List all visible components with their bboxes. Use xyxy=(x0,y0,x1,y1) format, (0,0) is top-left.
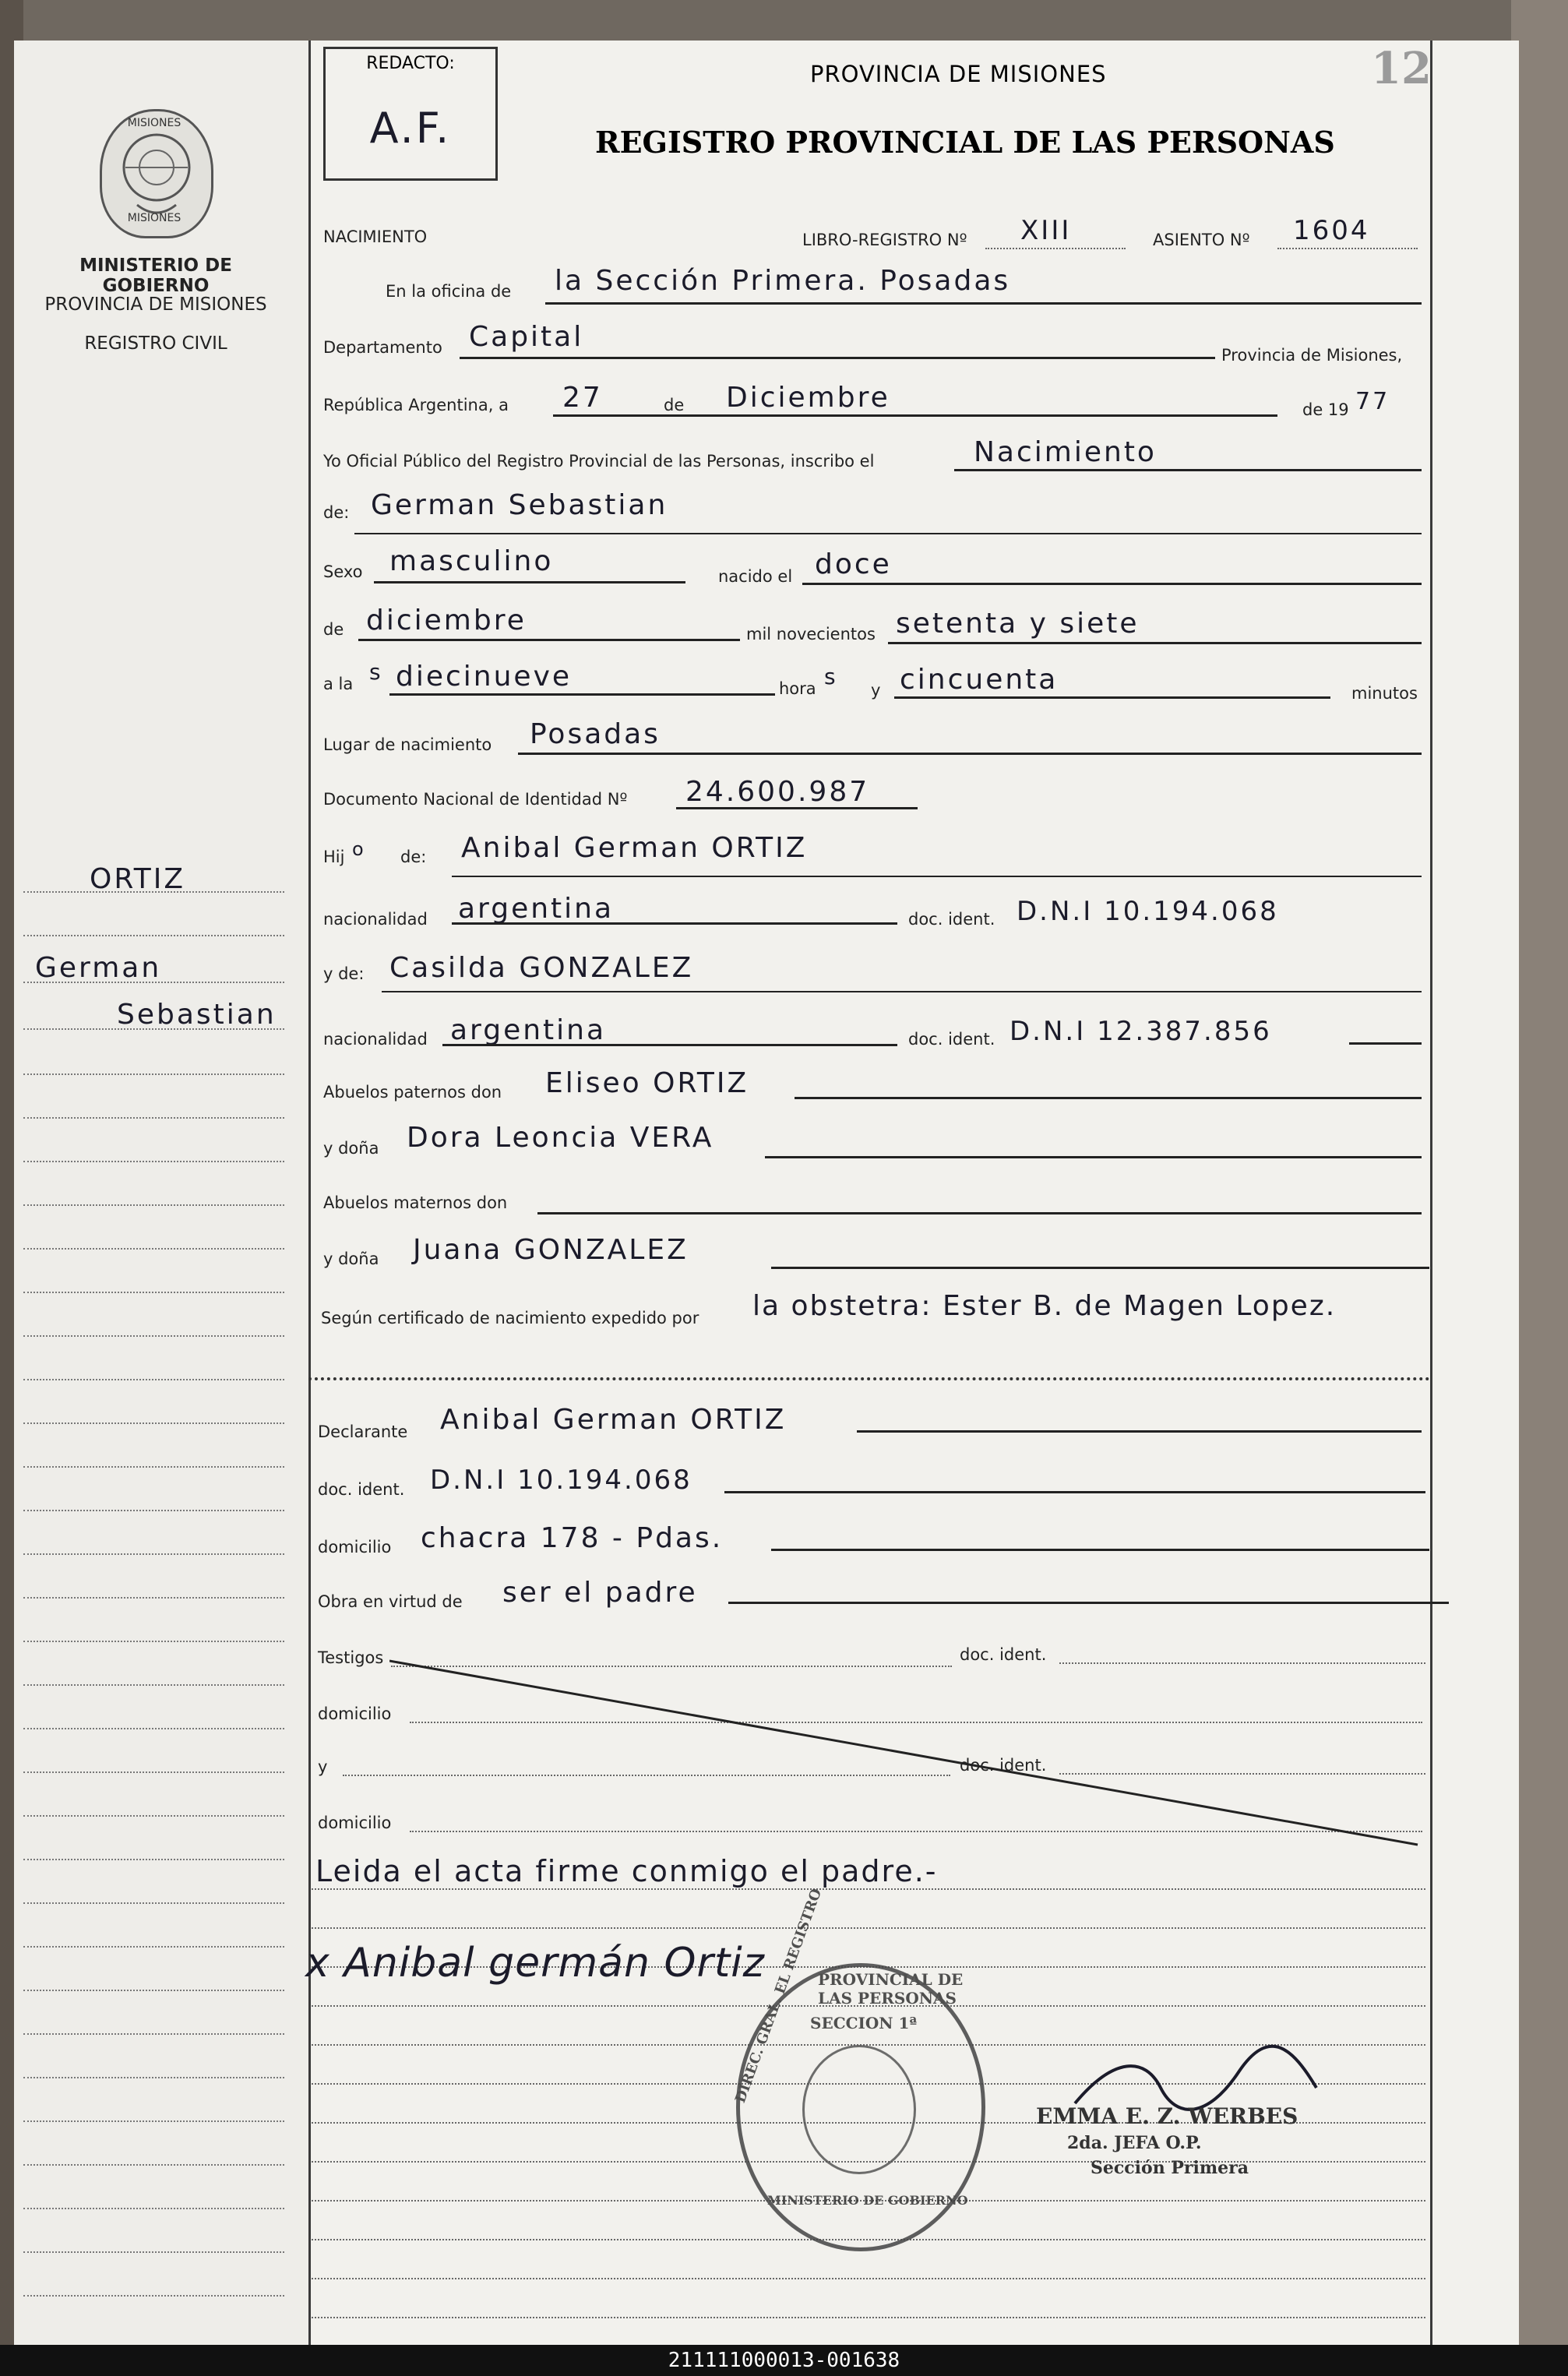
nacimiento-label: NACIMIENTO xyxy=(323,227,428,246)
dni-line xyxy=(676,807,918,809)
stamp-arc-text: PROVINCIAL DE LAS PERSONAS xyxy=(818,1970,964,2008)
month-value: Diciembre xyxy=(726,382,890,414)
provincia-label: Provincia de Misiones, xyxy=(1221,346,1403,365)
margin-line xyxy=(23,1028,284,1030)
abuelo-mat-line xyxy=(537,1212,1422,1214)
docident-label-2: doc. ident. xyxy=(908,1030,995,1049)
leida-value: Leida el acta firme conmigo el padre.- xyxy=(315,1854,938,1888)
margin-line xyxy=(23,1335,284,1337)
hijo-de-label: de: xyxy=(400,848,427,866)
body-line xyxy=(312,1927,1425,1929)
abuela-paterna: Dora Leoncia VERA xyxy=(407,1122,714,1154)
departamento-line xyxy=(460,357,1215,359)
domicilio-value: chacra 178 - Pdas. xyxy=(421,1522,724,1554)
margin-line xyxy=(23,1815,284,1817)
margin-line xyxy=(23,1466,284,1468)
stamp-emblem-icon xyxy=(802,2045,916,2174)
declarante-value: Anibal German ORTIZ xyxy=(440,1404,787,1436)
dia-letras: doce xyxy=(815,548,892,580)
de-label: de xyxy=(664,396,685,414)
abuelos-mat-label: Abuelos maternos don xyxy=(323,1193,508,1212)
domicilio-line xyxy=(771,1549,1429,1551)
minutos-line xyxy=(894,696,1330,699)
obra-line xyxy=(728,1602,1449,1604)
libro-line xyxy=(985,248,1126,249)
domicilio-label-3: domicilio xyxy=(318,1814,392,1832)
mil-label: mil novecientos xyxy=(746,625,876,643)
abuela-mat-line xyxy=(771,1267,1429,1269)
signature-declarante: x Anibal germán Ortiz xyxy=(305,1940,765,1986)
horas-label: hora xyxy=(779,679,816,698)
redacto-box xyxy=(323,47,498,181)
domicilio-label-2: domicilio xyxy=(318,1704,392,1723)
segun-label: Según certificado de nacimiento expedido por xyxy=(321,1309,699,1327)
date-line xyxy=(553,414,1277,417)
acto-line xyxy=(954,469,1422,471)
stamp-ministerio-text: MINISTERIO DE GOBIERNO xyxy=(767,2193,968,2208)
margin-line xyxy=(23,2077,284,2078)
abuelo-pat-line xyxy=(795,1097,1422,1099)
province-title: PROVINCIA DE MISIONES xyxy=(810,61,1107,87)
departamento-value: Capital xyxy=(469,321,584,353)
abuela-materna: Juana GONZALEZ xyxy=(413,1234,689,1266)
margin-line xyxy=(23,1946,284,1948)
ydona-label: y doña xyxy=(323,1139,379,1158)
departamento-label: Departamento xyxy=(323,338,442,357)
abuela-pat-line xyxy=(765,1156,1422,1158)
redacto-label: REDACTO: xyxy=(366,54,455,73)
left-column xyxy=(14,41,308,2345)
hijo-suffix: o xyxy=(352,838,366,860)
y-label: y xyxy=(871,681,881,700)
margin-line xyxy=(23,1204,284,1206)
declarante-line xyxy=(857,1430,1422,1433)
year-label: de 19 xyxy=(1302,400,1349,419)
oficina-line xyxy=(545,302,1422,305)
strike-line xyxy=(389,1658,1433,1853)
libro-label: LIBRO-REGISTRO Nº xyxy=(802,231,967,249)
sidebar-province: PROVINCIA DE MISIONES xyxy=(44,294,267,315)
margin-line xyxy=(23,1684,284,1686)
sexo-label: Sexo xyxy=(323,562,363,581)
margin-line xyxy=(23,1902,284,1904)
margin-line xyxy=(23,2120,284,2122)
sexo-value: masculino xyxy=(389,545,554,577)
padre-doc: D.N.I 10.194.068 xyxy=(1017,896,1279,927)
margin-given-name-2: Sebastian xyxy=(117,999,277,1031)
nacionalidad-label-2: nacionalidad xyxy=(323,1030,428,1049)
lugar-label: Lugar de nacimiento xyxy=(323,735,492,754)
ministry-label: MINISTERIO DE GOBIERNO xyxy=(79,256,232,296)
obra-value: ser el padre xyxy=(502,1577,698,1609)
declarante-label: Declarante xyxy=(318,1422,408,1441)
obra-label: Obra en virtud de xyxy=(318,1592,463,1611)
seal-bottom-label: MISIONES xyxy=(127,212,181,224)
margin-given-name-1: German xyxy=(35,952,162,984)
margin-surname: ORTIZ xyxy=(90,863,185,895)
margin-line xyxy=(23,1728,284,1729)
margin-line xyxy=(23,1597,284,1599)
anio-letras: setenta y siete xyxy=(896,608,1140,640)
day-value: 27 xyxy=(562,382,603,414)
mes-line xyxy=(358,639,740,641)
padre-nac-line xyxy=(452,922,897,925)
margin-line xyxy=(23,1248,284,1250)
testigos-doc-label: doc. ident. xyxy=(960,1645,1047,1664)
margin-line xyxy=(23,1073,284,1075)
asiento-value: 1604 xyxy=(1293,215,1370,246)
madre-line xyxy=(382,991,1422,992)
madre-nac-line xyxy=(442,1044,897,1046)
decl-doc-line xyxy=(724,1491,1425,1493)
official-name: EMMA E. Z. WERBES xyxy=(1036,2103,1298,2129)
redacto-value: A.F. xyxy=(369,104,452,153)
decl-doc-label: doc. ident. xyxy=(318,1480,405,1499)
certificado-value: la obstetra: Ester B. de Magen Lopez. xyxy=(752,1290,1337,1322)
column-divider xyxy=(308,41,311,2345)
margin-line xyxy=(23,1641,284,1642)
margin-line xyxy=(23,2295,284,2297)
sidebar-registry: REGISTRO CIVIL xyxy=(84,333,227,354)
libro-value: XIII xyxy=(1020,215,1072,246)
yde-label: y de: xyxy=(323,964,365,983)
official-stamp xyxy=(732,1886,985,2251)
ala-label: a la xyxy=(323,675,354,693)
margin-line xyxy=(23,935,284,936)
acto-value: Nacimiento xyxy=(974,436,1157,468)
margin-line xyxy=(23,1990,284,1991)
horas-suffix: s xyxy=(824,664,838,689)
oficina-label: En la oficina de xyxy=(386,282,512,301)
oficial-label: Yo Oficial Público del Registro Provincial de las Personas, inscribo el xyxy=(323,452,875,471)
official-title: 2da. JEFA O.P. xyxy=(1067,2133,1202,2153)
margin-line xyxy=(23,1553,284,1555)
declarante-doc: D.N.I 10.194.068 xyxy=(430,1465,692,1496)
nacido-label: nacido el xyxy=(718,567,793,586)
padre-nacionalidad: argentina xyxy=(458,893,615,925)
margin-line xyxy=(23,2208,284,2209)
body-line xyxy=(312,2278,1425,2279)
dni-value: 24.600.987 xyxy=(685,776,870,808)
stamp-seccion-text: SECCION 1ª xyxy=(810,2014,918,2032)
y2-label: y xyxy=(318,1757,328,1776)
margin-line xyxy=(23,2033,284,2035)
margin-line xyxy=(23,1379,284,1380)
dia-line xyxy=(802,583,1422,585)
lugar-value: Posadas xyxy=(530,718,661,750)
year-value: 77 xyxy=(1355,388,1390,415)
hora-value: diecinueve xyxy=(396,661,573,693)
body-line xyxy=(312,1888,1425,1890)
section-separator xyxy=(308,1377,1430,1380)
domicilio-label: domicilio xyxy=(318,1538,392,1556)
testigo2-doc-label: doc. ident. xyxy=(960,1756,1047,1775)
madre-nacionalidad: argentina xyxy=(450,1014,607,1046)
minutos-label: minutos xyxy=(1351,684,1418,703)
republica-label: República Argentina, a xyxy=(323,396,509,414)
docident-label: doc. ident. xyxy=(908,910,995,929)
dni-label: Documento Nacional de Identidad Nº xyxy=(323,790,628,809)
asiento-line xyxy=(1277,248,1418,249)
margin-line xyxy=(23,1161,284,1162)
padre-value: Anibal German ORTIZ xyxy=(461,832,808,864)
oficina-value: la Sección Primera. Posadas xyxy=(555,265,1011,297)
margin-line xyxy=(23,2251,284,2253)
registry-title: REGISTRO PROVINCIAL DE LAS PERSONAS xyxy=(595,125,1335,160)
asiento-label: ASIENTO Nº xyxy=(1153,231,1250,249)
lugar-line xyxy=(518,753,1422,755)
margin-line xyxy=(23,1117,284,1119)
de2-label: de: xyxy=(323,503,350,522)
ydona-label-2: y doña xyxy=(323,1250,379,1268)
official-section: Sección Primera xyxy=(1091,2158,1249,2178)
body-line xyxy=(312,2317,1425,2318)
nombre-line xyxy=(354,533,1422,534)
right-border xyxy=(1430,41,1432,2345)
page-number: 12 xyxy=(1371,43,1432,94)
anio-line xyxy=(888,642,1422,644)
binder-cloth xyxy=(1511,0,1568,2345)
seal-top-label: MISIONES xyxy=(127,117,181,129)
hijo-label: Hij xyxy=(323,848,345,866)
madre-doc-line xyxy=(1349,1042,1422,1045)
padre-line xyxy=(452,876,1422,877)
hora-line xyxy=(389,693,775,696)
margin-line xyxy=(23,1510,284,1511)
de3-label: de xyxy=(323,620,344,639)
stamp-left-text: DIREC. GRAL. EL REGISTRO xyxy=(732,1886,826,2106)
abuelos-pat-label: Abuelos paternos don xyxy=(323,1083,502,1102)
minutos-value: cincuenta xyxy=(900,664,1059,696)
margin-line xyxy=(23,1292,284,1293)
mes-letras: diciembre xyxy=(366,605,527,636)
margin-line xyxy=(23,891,284,893)
madre-doc: D.N.I 12.387.856 xyxy=(1010,1016,1272,1047)
sexo-line xyxy=(374,581,685,583)
margin-line xyxy=(23,1771,284,1773)
margin-line xyxy=(23,1422,284,1424)
testigos-label: Testigos xyxy=(318,1648,384,1667)
margin-line xyxy=(23,2164,284,2166)
nombre-value: German Sebastian xyxy=(371,489,668,521)
nacionalidad-label: nacionalidad xyxy=(323,910,428,929)
image-id-footer: 211111000013-001638 xyxy=(0,2345,1568,2376)
abuelo-paterno: Eliseo ORTIZ xyxy=(545,1067,749,1099)
ala-suffix: s xyxy=(369,659,383,685)
margin-line xyxy=(23,982,284,983)
margin-line xyxy=(23,1859,284,1860)
madre-value: Casilda GONZALEZ xyxy=(389,952,694,984)
binder-top xyxy=(23,0,1568,41)
